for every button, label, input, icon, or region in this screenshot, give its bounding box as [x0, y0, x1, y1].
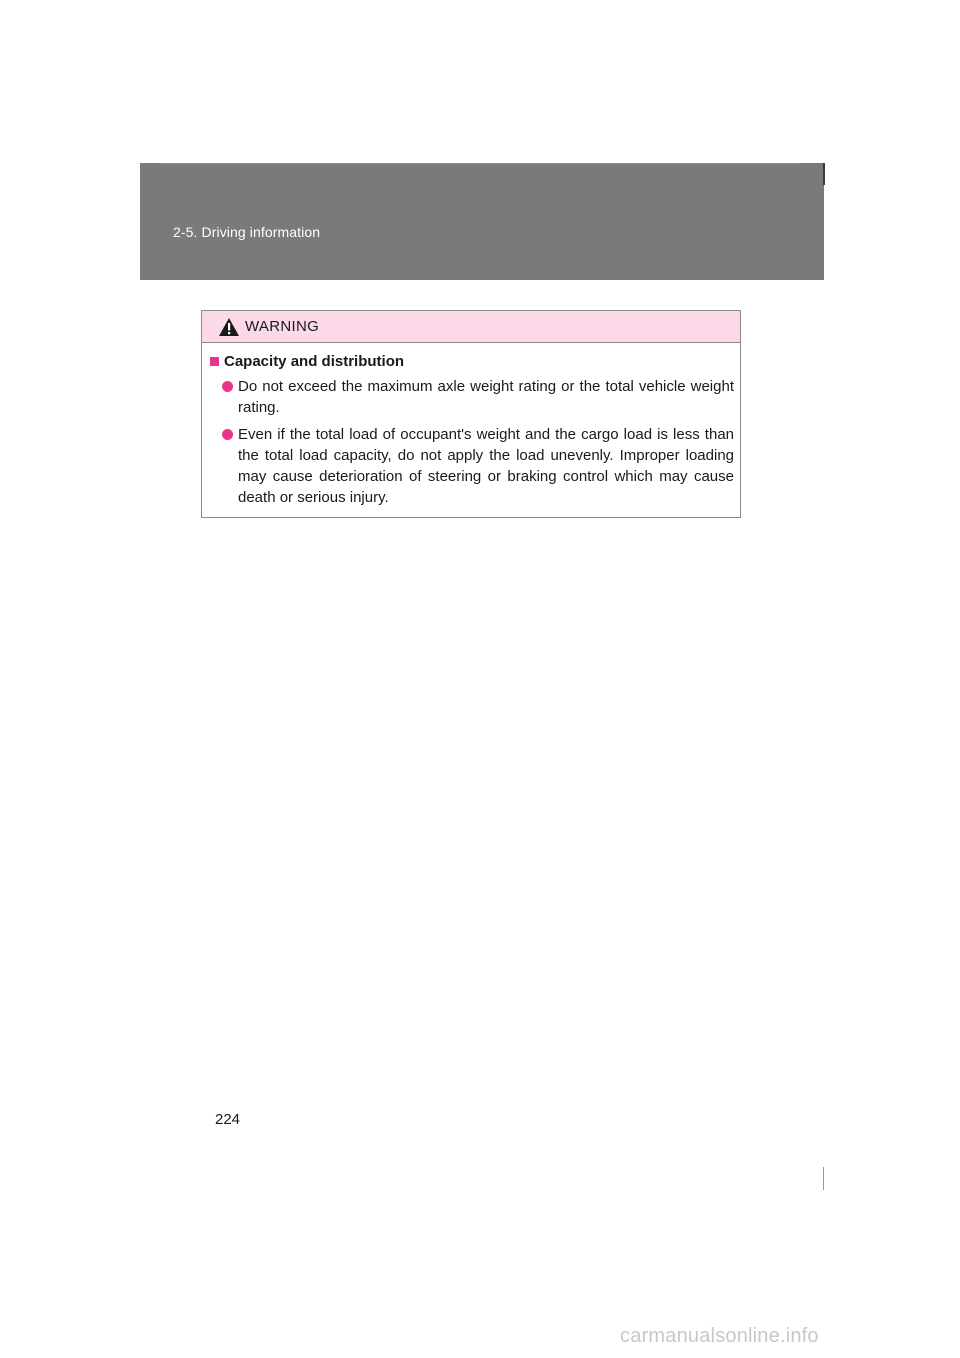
round-bullet-icon — [222, 429, 233, 440]
warning-box — [201, 310, 741, 518]
header-corner-tick — [823, 163, 825, 185]
page-edge-rule — [823, 1167, 824, 1190]
warning-title: WARNING — [245, 318, 320, 335]
warning-header — [202, 311, 740, 343]
chapter-header-band — [140, 163, 824, 280]
warning-item — [222, 376, 734, 418]
warning-subheading — [210, 353, 734, 370]
round-bullet-icon — [222, 381, 233, 392]
warning-body — [202, 343, 740, 508]
warning-item-text: Do not exceed the maximum axle weight rating or the total vehicle weight rating. — [238, 378, 734, 416]
warning-item — [222, 424, 734, 508]
warning-triangle-icon — [218, 317, 240, 337]
square-bullet-icon — [210, 357, 219, 366]
section-title: 2-5. Driving information — [173, 224, 321, 240]
page-number: 224 — [215, 1111, 241, 1128]
warning-item-text: Even if the total load of occupant's weight and the cargo load is less than the total load capacity, do not apply the load unevenly. Improper loading may cause deterioration of steering or braking control which may cause death or serious injury. — [238, 426, 734, 506]
subheading-text: Capacity and distribution — [224, 353, 405, 370]
watermark: carmanualsonline.info — [620, 1325, 819, 1347]
